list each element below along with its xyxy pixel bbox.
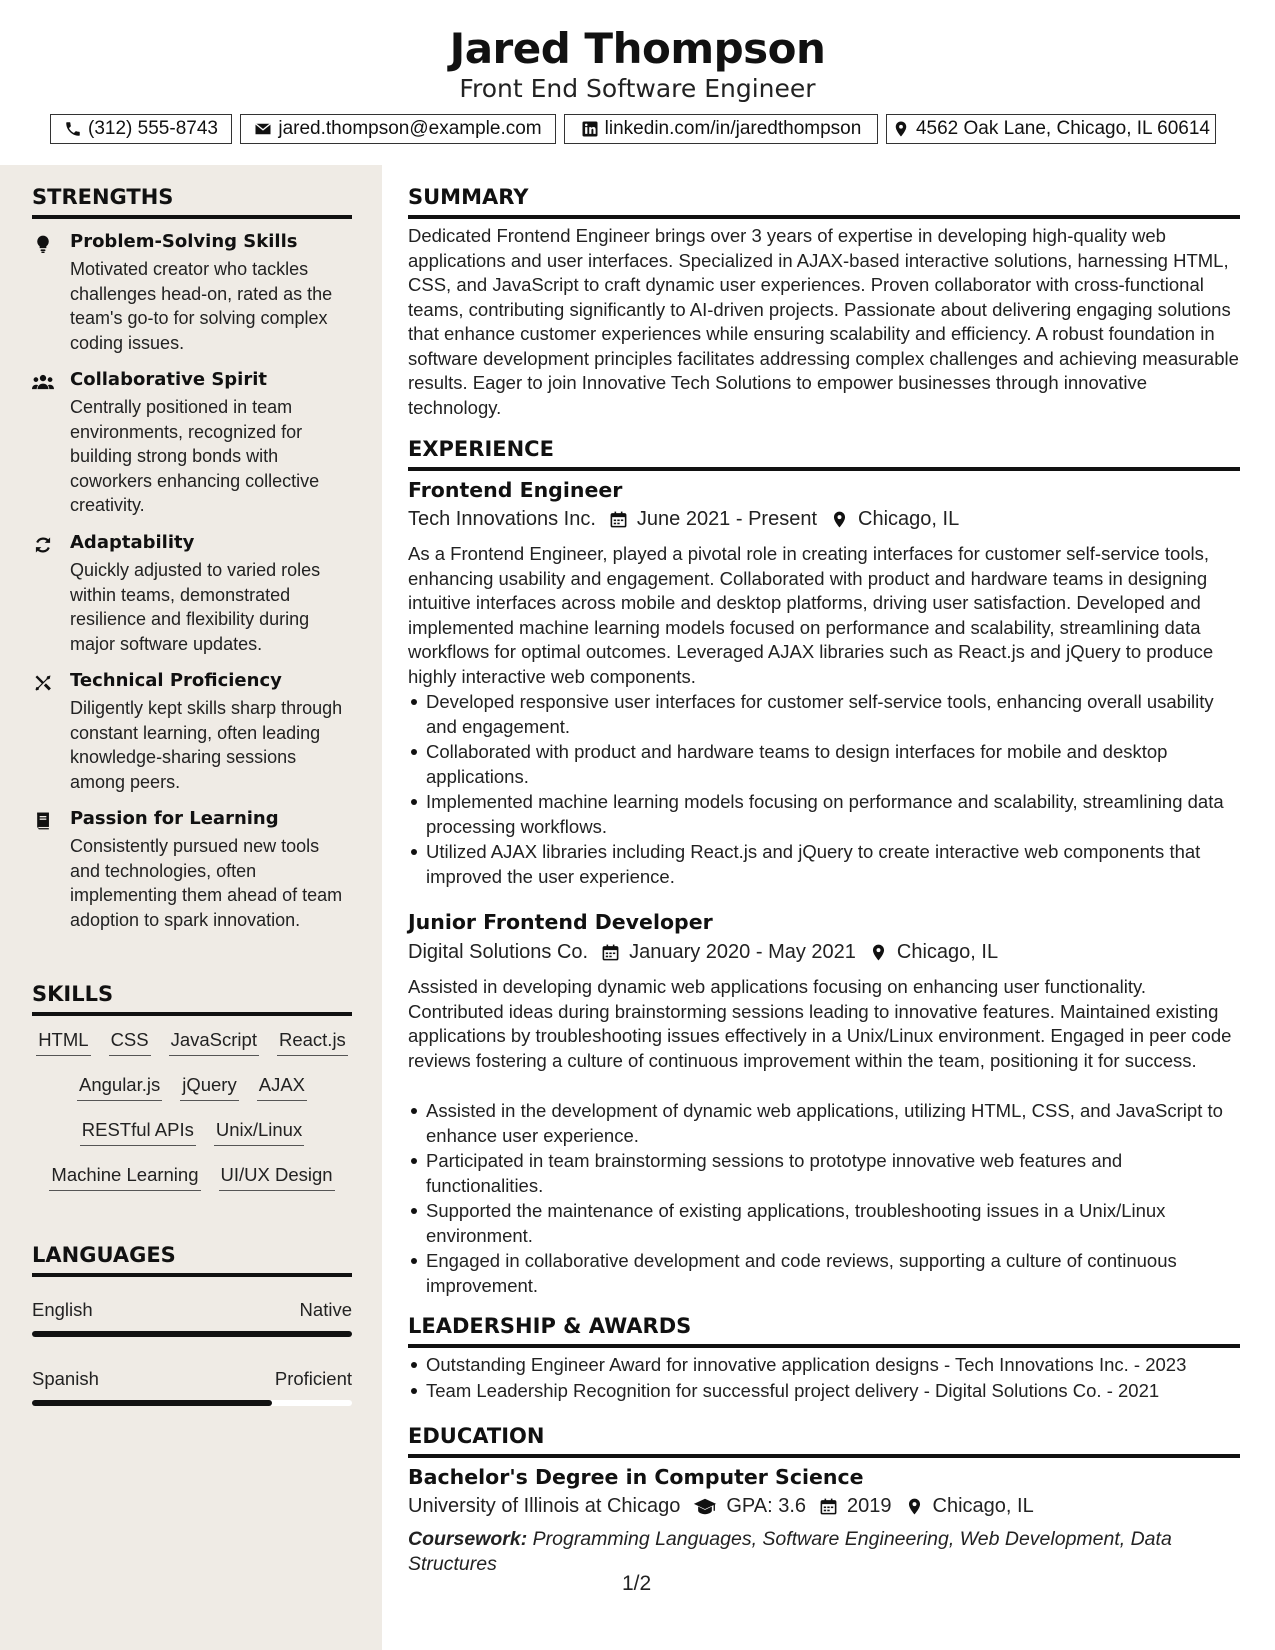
list-item: Assisted in the development of dynamic web applications, utilizing HTML, CSS, and JavaScript to enhance user experience. [408, 1099, 1240, 1148]
email-contact[interactable] [240, 114, 556, 144]
resume-header [0, 0, 1275, 165]
candidate-title: Front End Software Engineer [459, 74, 816, 103]
skill-tag: jQuery [180, 1074, 239, 1101]
skills-row [32, 1029, 352, 1056]
contact-row [0, 114, 1275, 144]
strength-item [32, 808, 352, 948]
list-item: Outstanding Engineer Award for innovative application designs - Tech Innovations Inc. - 2023 [408, 1353, 1240, 1378]
address-contact [886, 114, 1216, 144]
leadership-list [408, 1353, 1240, 1404]
users-icon [32, 372, 54, 392]
strength-desc: Motivated creator who tackles challenges head-on, rated as the team's go-to for solving complex coding issues. [70, 259, 333, 353]
list-item: Participated in team brainstorming sessions to prototype innovative web features and functionalities. [408, 1149, 1240, 1198]
job-bullets [408, 1099, 1240, 1299]
language-proficiency-fill [32, 1331, 352, 1337]
page-number: 1/2 [622, 1572, 652, 1595]
strength-title: Adaptability [70, 532, 195, 553]
address-text: 4562 Oak Lane, Chicago, IL 60614 [915, 118, 1211, 139]
language-level: Proficient [274, 1368, 352, 1389]
envelope-icon [254, 120, 272, 138]
job-company: Digital Solutions Co. [408, 941, 589, 963]
education-location: Chicago, IL [932, 1495, 1034, 1517]
strength-desc: Consistently pursued new tools and technologies, often implementing them ahead of team adoption to spark innovation. [70, 836, 343, 930]
education-title: EDUCATION [408, 1424, 1240, 1458]
experience-title: EXPERIENCE [408, 437, 1240, 471]
summary-text: Dedicated Frontend Engineer brings over 3 years of expertise in developing high-quality web applications and user interfaces. Specialized in AJAX-based interactive solutions, harnessing HTML, CSS, and JavaScript to craft dynamic user experiences. Proven collaborator with cross-functional teams, contributing significantly to AI-driven projects. Passionate about delivering engaging solutions that enhance customer experiences while ensuring scalability and efficiency. A robust foundation in software development principles facilitates addressing complex challenges and achieving measurable results. Eager to join Innovative Tech Solutions to empower businesses through innovative technology. [408, 225, 1239, 418]
list-item: Developed responsive user interfaces for customer self-service tools, enhancing overall usability and engagement. [408, 690, 1240, 739]
skill-tag: CSS [109, 1029, 151, 1056]
linkedin-text: linkedin.com/in/jaredthompson [604, 118, 862, 139]
strength-desc: Quickly adjusted to varied roles within teams, demonstrated resilience and flexibility during major software updates. [70, 560, 321, 654]
language-name: Spanish [32, 1368, 99, 1389]
skill-tag: JavaScript [169, 1029, 259, 1056]
calendar-icon [819, 1497, 838, 1516]
job-company: Tech Innovations Inc. [408, 508, 596, 530]
job-dates: January 2020 - May 2021 [629, 941, 856, 963]
strength-title: Technical Proficiency [70, 670, 282, 691]
phone-icon [64, 120, 82, 138]
job-role: Frontend Engineer [408, 478, 623, 502]
strengths-title: STRENGTHS [32, 185, 352, 219]
education-meta [408, 1495, 1240, 1518]
skills-row [32, 1074, 352, 1101]
coursework-text: Programming Languages, Software Engineering, Web Development, Data Structures [408, 1528, 1172, 1575]
graduation-year: 2019 [847, 1495, 892, 1517]
tools-icon [32, 673, 54, 693]
list-item: Supported the maintenance of existing applications, troubleshooting issues in a Unix/Linux environment. [408, 1199, 1240, 1248]
map-pin-icon [869, 943, 888, 962]
skill-tag: React.js [277, 1029, 348, 1056]
languages-title: LANGUAGES [32, 1243, 352, 1277]
degree-title: Bachelor's Degree in Computer Science [408, 1465, 864, 1489]
phone-contact[interactable] [50, 114, 232, 144]
candidate-name: Jared Thompson [449, 24, 826, 73]
list-item: Collaborated with product and hardware teams to design interfaces for mobile and desktop applications. [408, 740, 1240, 789]
strength-title: Passion for Learning [70, 808, 279, 829]
strength-desc: Diligently kept skills sharp through constant learning, often leading knowledge-sharing sessions among peers. [70, 698, 343, 792]
school-name: University of Illinois at Chicago [408, 1495, 681, 1517]
job-location: Chicago, IL [896, 941, 999, 963]
calendar-icon [601, 943, 620, 962]
calendar-icon [609, 510, 628, 529]
list-item: Utilized AJAX libraries including React.js and jQuery to create interactive web components that improved the user experience. [408, 840, 1240, 889]
linkedin-contact[interactable] [564, 114, 878, 144]
language-row [32, 1299, 352, 1321]
skill-tag: UI/UX Design [219, 1164, 335, 1191]
email-text: jared.thompson@example.com [278, 118, 542, 139]
skill-tag: HTML [36, 1029, 90, 1056]
language-level: Native [299, 1299, 352, 1320]
summary-title: SUMMARY [408, 185, 1240, 219]
skill-tag: Angular.js [77, 1074, 162, 1101]
language-row [32, 1368, 352, 1390]
job-description: Assisted in developing dynamic web applications focusing on enhancing user functionality. Contributed ideas during brainstorming sessions leading to innovative features. Maintained existing applications by troubleshooting issues effectively in a Unix/Linux environment. Engaged in peer code reviews fostering a culture of continuous improvement within the team, positioning it for success. [408, 976, 1232, 1071]
skill-tag: AJAX [257, 1074, 307, 1101]
job-bullets [408, 690, 1240, 890]
lightbulb-icon [32, 234, 54, 254]
list-item: Team Leadership Recognition for successful project delivery - Digital Solutions Co. - 2021 [408, 1379, 1240, 1404]
gpa-text: GPA: 3.6 [726, 1495, 807, 1517]
job-dates: June 2021 - Present [636, 508, 818, 530]
sidebar [0, 165, 382, 1650]
language-proficiency-fill [32, 1400, 272, 1406]
strength-title: Collaborative Spirit [70, 369, 267, 390]
skill-tag: Unix/Linux [214, 1119, 304, 1146]
strength-desc: Centrally positioned in team environments, recognized for building strong bonds with coworkers enhancing collective creativity. [70, 397, 320, 515]
strength-title: Problem-Solving Skills [70, 231, 298, 252]
job-meta [408, 941, 1240, 964]
map-pin-icon [830, 510, 849, 529]
list-item: Engaged in collaborative development and code reviews, supporting a culture of continuous improvement. [408, 1249, 1240, 1298]
phone-text: (312) 555-8743 [88, 118, 218, 139]
map-pin-icon [892, 120, 910, 138]
language-proficiency-bar [32, 1400, 352, 1406]
language-proficiency-bar [32, 1331, 352, 1337]
linkedin-icon [581, 120, 599, 138]
skills-row [32, 1119, 352, 1146]
sync-icon [32, 535, 54, 555]
book-icon [32, 811, 54, 831]
list-item: Implemented machine learning models focusing on performance and scalability, streamlining data processing workflows. [408, 790, 1240, 839]
coursework-label: Coursework: [408, 1528, 528, 1550]
strength-item [32, 670, 352, 790]
graduation-cap-icon [693, 1497, 717, 1516]
strength-item [32, 369, 352, 515]
job-location: Chicago, IL [858, 508, 960, 530]
skill-tag: Machine Learning [49, 1164, 200, 1191]
coursework [408, 1527, 1240, 1576]
language-name: English [32, 1299, 93, 1320]
job-role: Junior Frontend Developer [408, 910, 713, 934]
leadership-title: LEADERSHIP & AWARDS [408, 1314, 1240, 1348]
job-description: As a Frontend Engineer, played a pivotal role in creating interfaces for customer self-service tools, enhancing usability and engagement. Collaborated with product and hardware teams in designing intuitive interfaces across mobile and desktop platforms, driving user satisfaction. Developed and implemented machine learning models focused on performance and scalability, streamlining data workflows for optimal outcomes. Leveraged AJAX libraries such as React.js and jQuery to produce highly interactive web components. [408, 543, 1214, 687]
skills-row [32, 1164, 352, 1191]
strength-item [32, 231, 352, 351]
skill-tag: RESTful APIs [80, 1119, 196, 1146]
strength-item [32, 532, 352, 652]
skills-title: SKILLS [32, 982, 352, 1016]
map-pin-icon [905, 1497, 924, 1516]
job-meta [408, 508, 1240, 531]
